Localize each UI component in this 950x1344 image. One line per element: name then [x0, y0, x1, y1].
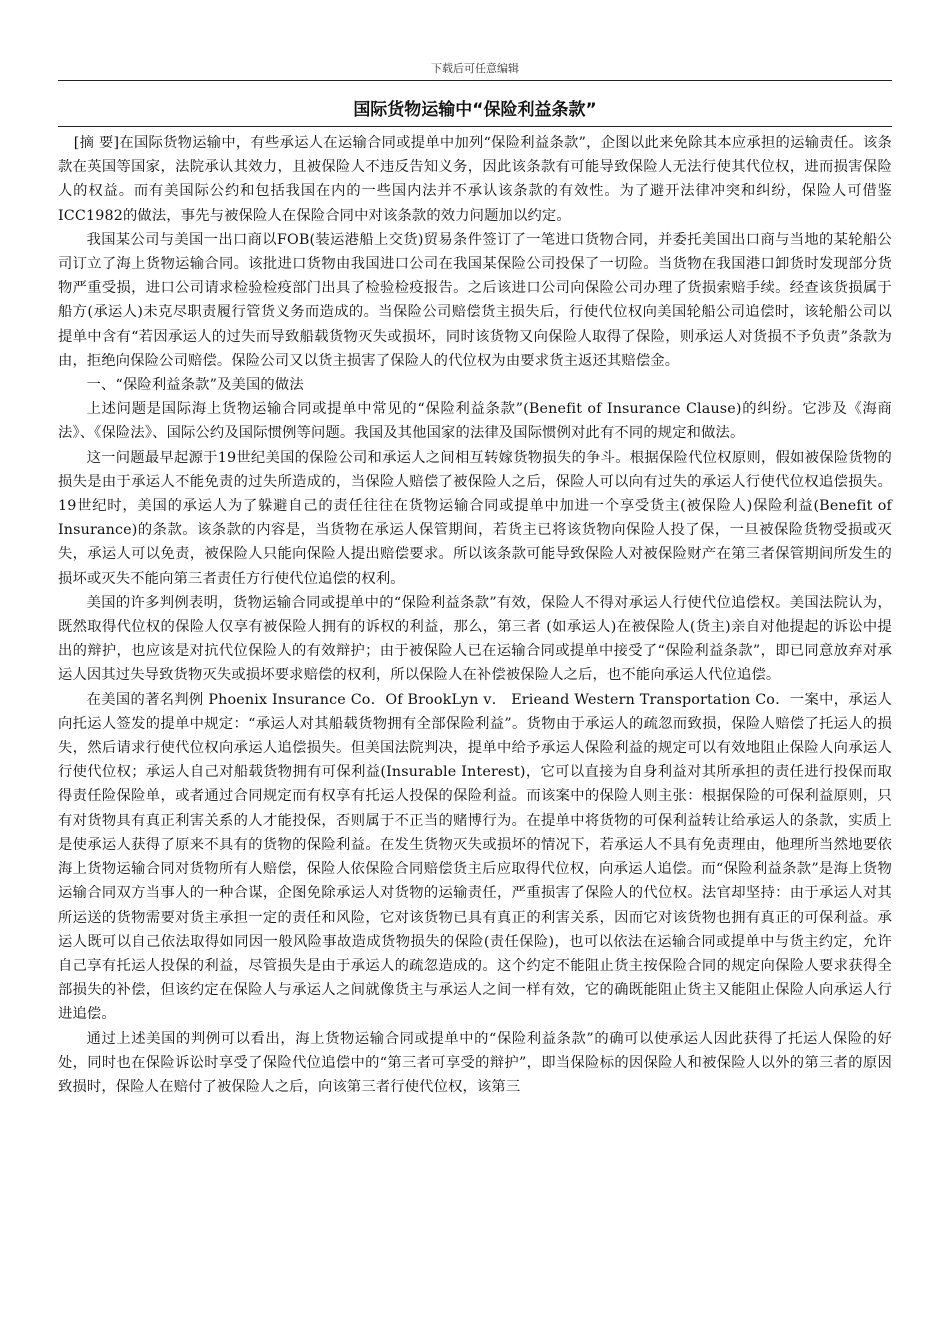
body-paragraph: 这一问题最早起源于19世纪美国的保险公司和承运人之间相互转嫁货物损失的争斗。根据保险代位权原则，假如被保险货物的损失是由于承运人不能免责的过失所造成的，当保险人赔偿了被保险人之后，保险人可以向有过失的承运人行使代位权追偿损失。19世纪时，美国的承运人为了躲避自己的责任往往在货物运输合同或提单中加进一个享受货主(被保险人)保险利益(Benefit of Insurance)的条款。该条款的内容是，当货物在承运人保管期间，若货主已将该货物向保险人投了保，一旦被保险货物受损或灭失，承运人可以免责，被保险人只能向保险人提出赔偿要求。所以该条款可能导致保险人对被保险财产在第三者保管期间所发生的损坏或灭失不能向第三者责任方行使代位追偿的权利。 [58, 449, 892, 587]
article-body [58, 131, 892, 1099]
body-paragraph: 我国某公司与美国一出口商以FOB(装运港船上交货)贸易条件签订了一笔进口货物合同，并委托美国出口商与当地的某轮船公司订立了海上货物运输合同。该批进口货物由我国进口公司在我国某保险公司投保了一切险。当货物在我国港口卸货时发现部分货物严重受损，进口公司请求检验检疫部门出具了检验检疫报告。之后该进口公司向保险公司办理了货损索赔手续。经查该货损属于船方(承运人)未克尽职责履行管货义务而造成的。当保险公司赔偿货主损失后，行使代位权向美国轮船公司追偿时，该轮船公司以提单中含有“若因承运人的过失而导致船载货物灭失或损坏，同时该货物又向保险人取得了保险，则承运人对货损不予负责”条款为由，拒绝向保险公司赔偿。保险公司又以货主损害了保险人的代位权为由要求货主返还其赔偿金。 [58, 231, 892, 369]
body-paragraph: 通过上述美国的判例可以看出，海上货物运输合同或提单中的“保险利益条款”的确可以使承运人因此获得了托运人保险的好处，同时也在保险诉讼时享受了保险代位追偿中的“第三者可享受的辩护”，即当保险标的因保险人和被保险人以外的第三者的原因致损时，保险人在赔付了被保险人之后，向该第三者行使代位权，该第三 [58, 1030, 892, 1095]
running-header: 下载后可任意编辑 [58, 60, 892, 81]
section-heading: 一、“保险利益条款”及美国的做法 [86, 377, 304, 394]
title-divider [58, 126, 892, 127]
abstract-paragraph: [摘 要]在国际货物运输中，有些承运人在运输合同或提单中加列“保险利益条款”，企图以此来免除其本应承担的运输责任。该条款在英国等国家，法院承认其效力，且被保险人不违反告知义务，因此该条款有可能导致保险人无法行使其代位权，进而损害保险人的权益。而有美国际公约和包括我国在内的一些国内法并不承认该条款的有效性。为了避开法律冲突和纠纷，保险人可借鉴ICC1982的做法，事先与被保险人在保险合同中对该条款的效力问题加以约定。 [58, 135, 892, 224]
article-title: 国际货物运输中“保险利益条款” [353, 100, 597, 120]
body-paragraph: 在美国的著名判例 Phoenix Insurance Co．Of BrookLyn v． Erieand Western Transportation Co．一案中，承运人向托运人签发的提单中规定：“承运人对其船载货物拥有全部保险利益”。货物由于承运人的疏忽而致损，保险人赔偿了托运人的损失，然后请求行使代位权向承运人追偿损失。但美国法院判决，提单中给予承运人保险利益的规定可以有效地阻止保险人向承运人行使代位权；承运人自己对船载货物拥有可保利益(Insurable Interest)，它可以直接为自身利益对其所承担的责任进行投保而取得责任险保险单，或者通过合同规定而有权享有托运人投保的保险利益。而该案中的保险人则主张：根据保险的可保利益原则，只有对货物具有真正利害关系的人才能投保，否则属于不正当的赌博行为。在提单中将货物的可保利益转让给承运人的条款，实质上是使承运人获得了原来不具有的货物的保险利益。在发生货物灭失或损坏的情况下，若承运人不具有免责理由，他理所当然地要依海上货物运输合同对货物所有人赔偿，保险人依保险合同赔偿货主后应取得代位权，向承运人追偿。而“保险利益条款”是海上货物运输合同双方当事人的一种合谋，企图免除承运人对货物的运输责任，严重损害了保险人的代位权。法官却坚持：由于承运人对其所运送的货物需要对货主承担一定的责任和风险，它对该货物已具有真正的利害关系，因而它对该货物也拥有真正的可保利益。承运人既可以自己依法取得如同因一般风险事故造成货物损失的保险(责任保险)，也可以依法在运输合同或提单中与货主约定，允许自己享有托运人投保的利益，尽管损失是由于承运人的疏忽造成的。这个约定不能阻止货主按保险合同的规定向保险人要求获得全部损失的补偿，但该约定在保险人与承运人之间就像货主与承运人之间一样有效，它的确既能阻止货主又能阻止保险人向承运人行进追偿。 [58, 691, 892, 1023]
body-paragraph: 美国的许多判例表明，货物运输合同或提单中的“保险利益条款”有效，保险人不得对承运人行使代位追偿权。美国法院认为，既然取得代位权的保险人仅享有被保险人拥有的诉权的利益，那么，第三者 (如承运人)在被保险人(货主)亲自对他提起的诉讼中提出的辩护，也应该是对抗代位保险人的有效辩护；由于被保险人已在运输合同或提单中接受了“保险利益条款”，即已同意放弃对承运人因其过失导致货物灭失或损坏要求赔偿的权利，所以保险人在补偿被保险人之后，也不能向承运人代位追偿。 [58, 594, 892, 684]
body-paragraph: 上述问题是国际海上货物运输合同或提单中常见的“保险利益条款”(Benefit of Insurance Clause)的纠纷。它涉及《海商法》、《保险法》、国际公约及国际惯例等问题。我国及其他国家的法律及国际惯例对此有不同的规定和做法。 [58, 401, 892, 442]
document-page [58, 60, 892, 1099]
